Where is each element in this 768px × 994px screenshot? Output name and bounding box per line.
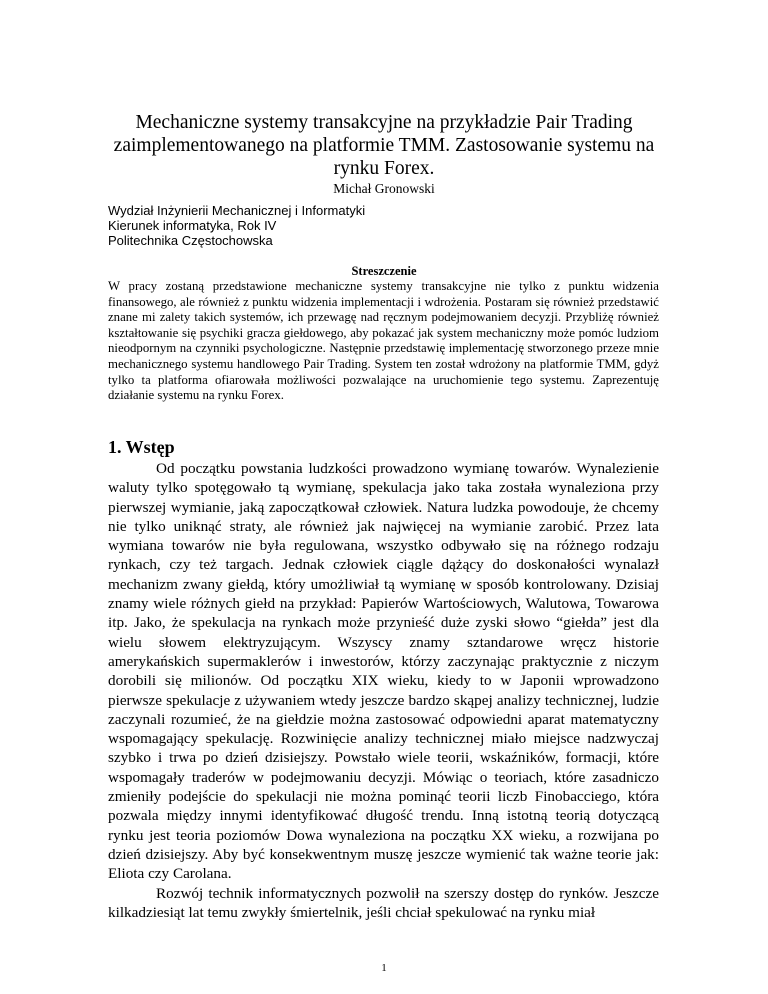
page-number: 1: [381, 962, 387, 974]
author-name: Michał Gronowski: [333, 181, 435, 196]
affiliation-block: [108, 203, 608, 248]
body-paragraph: Rozwój technik informatycznych pozwolił na szerszy dostęp do rynków. Jeszcze kilkadziesiąt lat temu zwykły śmiertelnik, jeśli chciał spekulować na rynku miał: [108, 884, 659, 921]
section-heading: 1. Wstęp: [108, 437, 175, 457]
paper-title: Mechaniczne systemy transakcyjne na przykładzie Pair Trading zaimplementowanego na platformie TMM. Zastosowanie systemu na rynku Forex.: [113, 112, 655, 179]
affiliation-university: Politechnika Częstochowska: [108, 233, 273, 248]
section-body: [108, 459, 659, 922]
abstract-text: W pracy zostaną przedstawione mechaniczne systemy transakcyjne nie tylko z punktu widzenia finansowego, ale również z punktu widzenia implementacji i wdrożenia. Postaram się również przedstawić znane mi zalety takich systemów, ich przewagę nad ręcznym podejmowaniem decyzji. Przybliżę również kształtowanie się psychiki gracza giełdowego, aby pokazać jak system mechaniczny może pomóc ludziom nieodpornym na czynniki psychologiczne. Następnie przedstawię implementację stworzonego przeze mnie mechanicznego systemu handlowego Pair Trading. System ten został wdrożony na platformie TMM, gdyż tylko ta platforma ofiarowała możliwości pozwalające na uruchomienie tego systemu. Zaprezentuję działanie systemu na rynku Forex.: [108, 279, 659, 403]
affiliation-faculty: Wydział Inżynierii Mechanicznej i Informatyki: [108, 203, 366, 218]
body-paragraph: Od początku powstania ludzkości prowadzono wymianę towarów. Wynalezienie waluty tylko spotęgowało tą wymianę, spekulacja jako taka została wynaleziona przy pierwszej wymianie, jaką zapoczątkował człowiek. Natura ludzka powodouje, że chcemy nie tylko uniknąć straty, ale również jak najwięcej na wymianie zarobić. Przez lata wymiana towarów nie była regulowana, wszystko odbywało się na różnego rodzaju rynkach, czy też targach. Jednak człowiek ciągle dążący do doskonałości wynalazł mechanizm zwany giełdą, który umożliwiał tą wymianę w sposób kontrolowany. Dzisiaj znamy wiele różnych giełd na przykład: Papierów Wartościowych, Walutowa, Towarowa itp. Jako, że spekulacja na rynkach może przynieść duże zyski słowo “giełda” jest dla wielu słowem elektryzującym. Wszyscy znamy sztandarowe wręcz historie amerykańskich supermaklerów i inwestorów, którzy zaczynając praktycznie z niczym dorobili się milionów. Od początku XIX wieku, kiedy to w Japonii wprowadzono pierwsze spekulacje z używaniem wtedy jeszcze bardzo skąpej analizy technicznej, ludzie zaczynali rozumieć, że na giełdzie można zastosować odpowiedni aparat matematyczny wspomagający spekulację. Rozwinięcie analizy technicznej miało miejsce nadzwyczaj szybko i trwa po dzień dzisiejszy. Powstało wiele teorii, wskaźników, formacji, które wspomagały traderów w podejmowaniu decyzji. Mówiąc o teoriach, które zasadniczo zmieniły podejście do spekulacji nie można pominąć teorii liczb Finobacciego, która pozwala między innymi identyfikować długość trendu. Inną istotną teorią dotyczącą rynku jest teoria poziomów Dowa wynaleziona na początku XX wieku, a rozwijana po dzień dzisiejszy. Aby być konsekwentnym muszę jeszcze wymienić tak ważne teorie jak: Eliota czy Carolana.: [108, 460, 659, 883]
abstract-heading: Streszczenie: [351, 264, 417, 278]
affiliation-program: Kierunek informatyka, Rok IV: [108, 218, 277, 233]
